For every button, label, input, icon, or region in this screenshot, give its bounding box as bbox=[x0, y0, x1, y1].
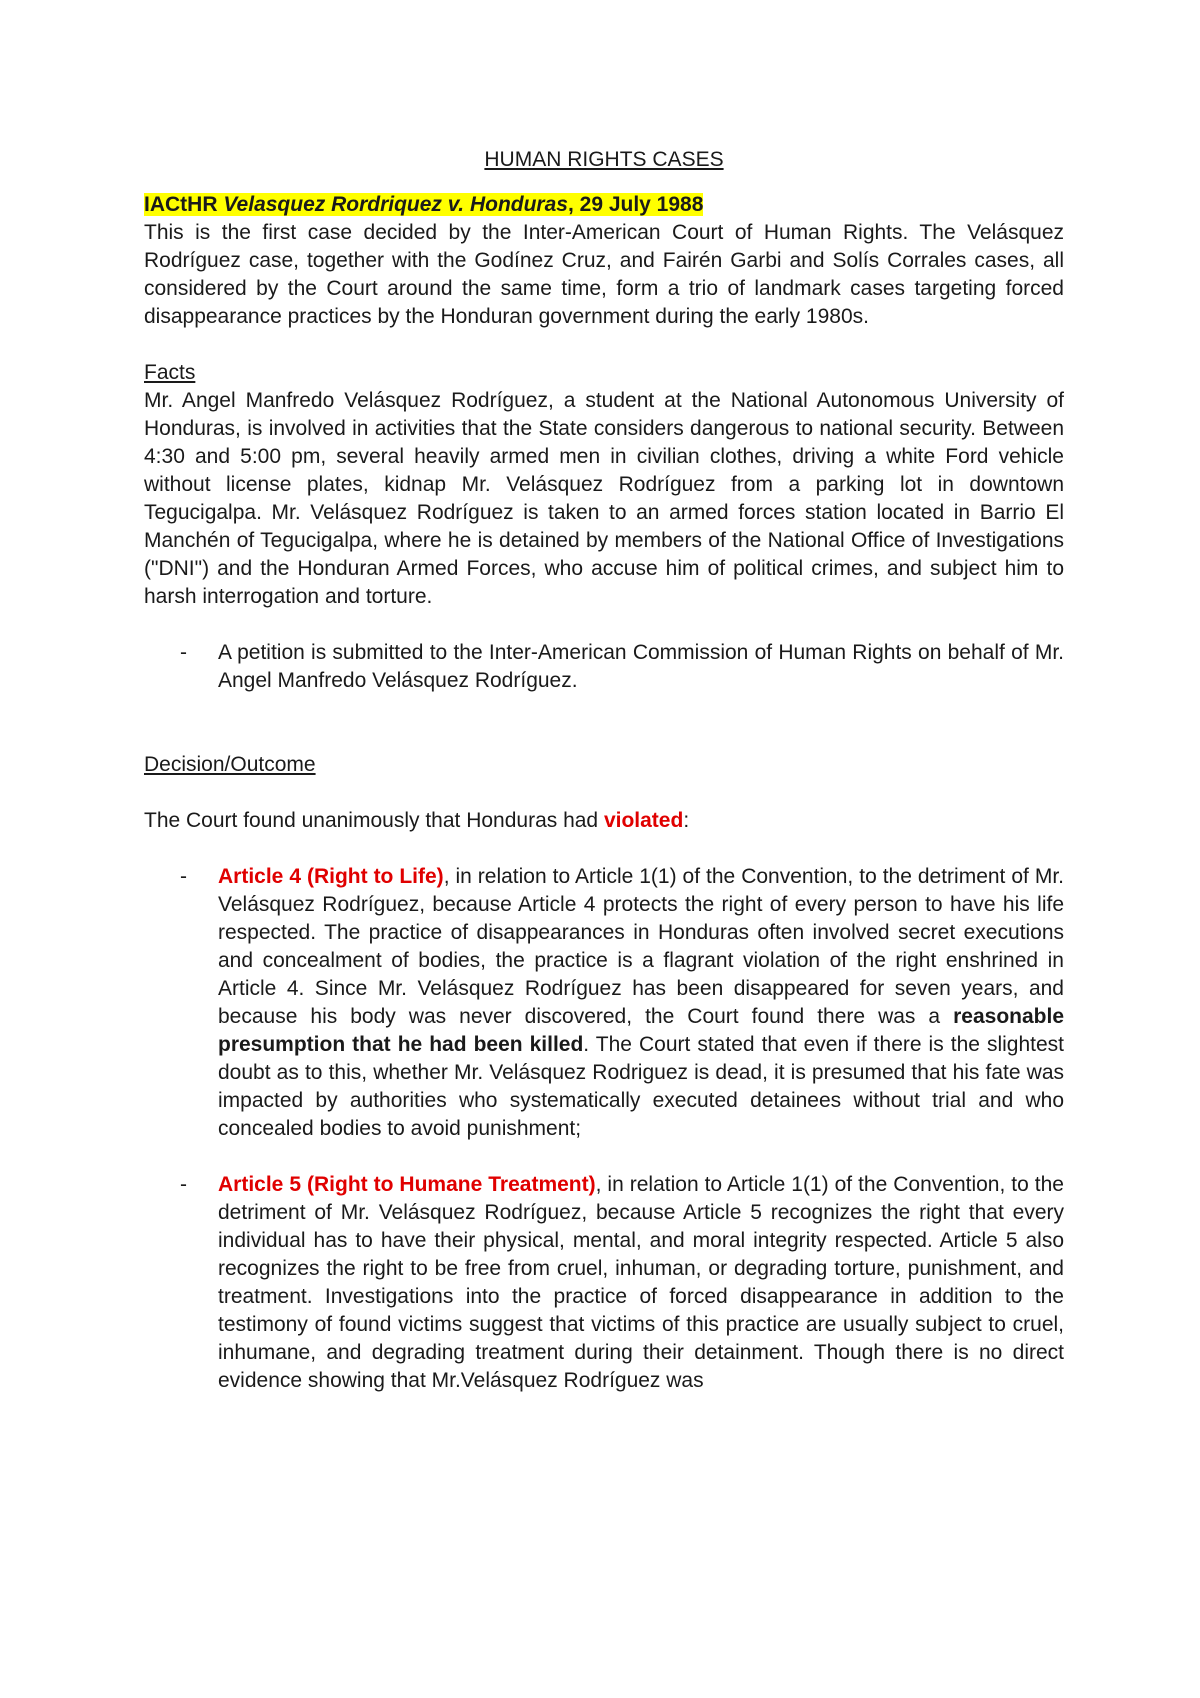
decision-intro-colon: : bbox=[683, 809, 690, 832]
article4-text-cont: . The Court stated that even if there is the slightest doubt as to this, whether Mr. Velásquez Rodriguez is dead, it is presumed that his fate was impacted by authorities who systematically executed detainees without trial and who concealed bodies to avoid punishment; bbox=[218, 1033, 1064, 1140]
case-heading-prefix: IACtHR bbox=[144, 193, 224, 216]
facts-bullet-text: A petition is submitted to the Inter-American Commission of Human Rights on behalf of Mr. Angel Manfredo Velásquez Rodríguez. bbox=[218, 641, 1064, 692]
case-heading bbox=[144, 191, 1064, 219]
bullet-dash: - bbox=[180, 1173, 187, 1196]
case-name: Velasquez Rordriquez v. Honduras bbox=[223, 193, 568, 216]
decision-intro-text: The Court found unanimously that Honduras had bbox=[144, 809, 604, 832]
facts-label: Facts bbox=[144, 361, 196, 384]
article4-text: , in relation to Article 1(1) of the Convention, to the detriment of Mr. Velásquez Rodríguez, because Article 4 protects the right of every person to have his life respected. The practice of disappearances in Honduras often involved secret executions and concealment of bodies, the practice is a flagrant violation of the right enshrined in Article 4. Since Mr. Velásquez Rodríguez has been disappeared for seven years, and because his body was never discovered, the Court found there was a bbox=[218, 865, 1064, 1028]
bullet-dash: - bbox=[180, 865, 187, 888]
violated-emphasis: violated bbox=[603, 809, 684, 832]
article5-heading: Article 5 (Right to Humane Treatment) bbox=[218, 1173, 596, 1196]
page-title: HUMAN RIGHTS CASES bbox=[484, 148, 724, 171]
decision-intro bbox=[144, 807, 1064, 835]
facts-bullet bbox=[144, 639, 1064, 695]
facts-paragraph: Mr. Angel Manfredo Velásquez Rodríguez, a student at the National Autonomous University of Honduras, is involved in activities that the State considers dangerous to national security. Between 4:30 and 5:00 pm, several heavily armed men in civilian clothes, driving a white Ford vehicle without license plates, kidnap Mr. Velásquez Rodríguez from a parking lot in downtown Tegucigalpa. Mr. Velásquez Rodríguez is taken to an armed forces station located in Barrio El Manchén of Tegucigalpa, where he is detained by members of the National Office of Investigations ("DNI") and the Honduran Armed Forces, who accuse him of political crimes, and subject him to harsh interrogation and torture. bbox=[144, 389, 1064, 608]
case-date: , 29 July 1988 bbox=[567, 193, 704, 216]
article5-text: , in relation to Article 1(1) of the Convention, to the detriment of Mr. Velásquez Rodríguez, because Article 5 recognizes the right that every individual has to have their physical, mental, and moral integrity respected. Article 5 also recognizes the right to be free from cruel, inhuman, or degrading torture, punishment, and treatment. Investigations into the practice of forced disappearance in addition to the testimony of found victims suggest that victims of this practice are usually subject to cruel, inhumane, and degrading treatment during their detainment. Though there is no direct evidence showing that Mr.Velásquez Rodríguez was bbox=[218, 1173, 1064, 1392]
intro-paragraph: This is the first case decided by the Inter-American Court of Human Rights. The Velásquez Rodríguez case, together with the Godínez Cruz, and Fairén Garbi and Solís Corrales cases, all considered by the Court around the same time, form a trio of landmark cases targeting forced disappearance practices by the Honduran government during the early 1980s. bbox=[144, 221, 1064, 328]
article4-bold-presumption: reasonable presumption that he had been killed bbox=[218, 1005, 1064, 1056]
case-heading-highlight bbox=[144, 193, 703, 216]
bullet-dash: - bbox=[180, 641, 187, 664]
document-content bbox=[144, 146, 1064, 1395]
article4-heading: Article 4 (Right to Life) bbox=[218, 865, 444, 888]
article5-bullet bbox=[144, 1171, 1064, 1395]
decision-label: Decision/Outcome bbox=[144, 753, 316, 776]
article4-bullet bbox=[144, 863, 1064, 1143]
